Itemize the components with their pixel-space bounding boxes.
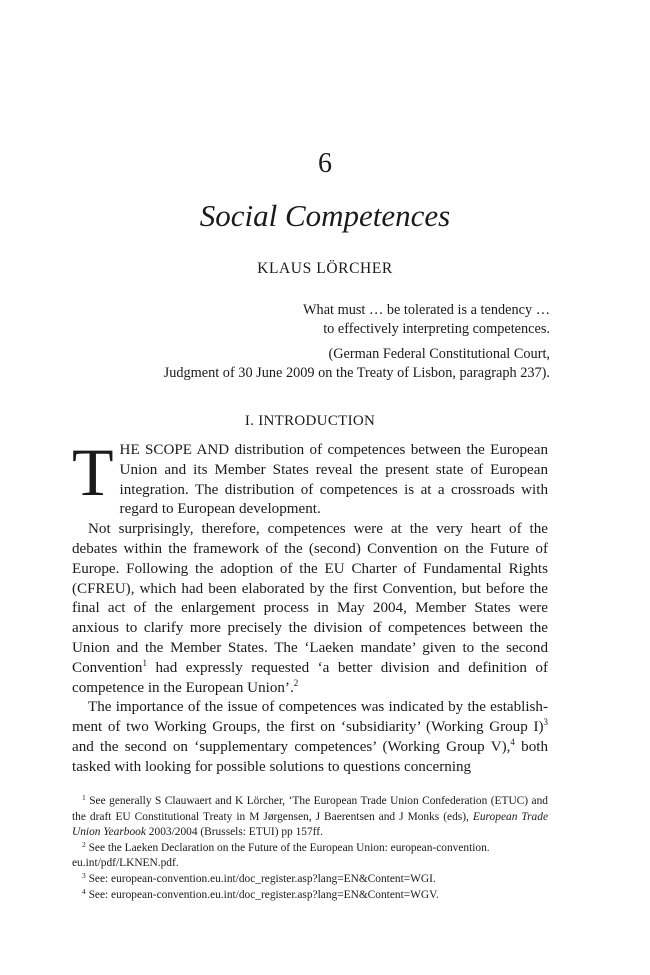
- footnote: [72, 872, 548, 888]
- epigraph-citation-line: Judgment of 30 June 2009 on the Treaty of Lisbon, paragraph 237).: [163, 365, 550, 381]
- footnote-number: 2: [82, 839, 86, 849]
- paragraph-text: The importance of the issue of competences was indicated by the establishment of two Working Groups, the first on ‘subsidiarity’ (Working Group I): [72, 699, 548, 736]
- paragraph-2: [72, 520, 548, 698]
- footnote: [72, 794, 548, 841]
- lead-smallcaps: HE SCOPE AND: [119, 442, 230, 458]
- footnote-number: 4: [82, 886, 86, 896]
- footnote-text: See the Laeken Declaration on the Future of the European Union: european-convention. eu.int/pdf/LKNEN.pdf.: [72, 841, 490, 870]
- paragraph-text: both tasked with looking for possible solutions to questions concerning: [72, 738, 549, 775]
- epigraph-line: What must … be tolerated is a tendency …: [303, 302, 550, 318]
- footnotes: [72, 794, 548, 903]
- footnote-number: 3: [82, 870, 86, 880]
- footnote-text: See: european-convention.eu.int/doc_register.asp?lang=EN&Content=WGI.: [85, 872, 436, 885]
- epigraph-citation-line: (German Federal Constitutional Court,: [328, 346, 550, 362]
- epigraph-line: to effectively interpreting competences.: [323, 321, 550, 337]
- chapter-number: 6: [318, 148, 332, 179]
- footnote-text: See generally S Clauwaert and K Lörcher, ‘The European Trade Union Confederation (ETUC) and the draft EU Constitutional Treaty in M Jørgensen, J Baerentsen and J Monks (eds),: [72, 795, 548, 823]
- chapter-title: Social Competences: [199, 198, 451, 233]
- footnote: [72, 841, 548, 872]
- paragraph-text: distribution of competences between the European Union and its Member States reveal the present state of European integration. The distribution of competences is at a crossroads with regard to European development.: [119, 442, 548, 518]
- body-text: [72, 434, 549, 778]
- footnote-ref[interactable]: 3: [543, 717, 548, 728]
- paragraph-text: had expressly requested ‘a better division and definition of competence in the European Union’.: [72, 659, 548, 696]
- paragraph-3: [72, 698, 548, 777]
- footnote-text: 2003/2004 (Brussels: ETUI) pp 157ff.: [145, 826, 323, 839]
- paragraph-text: Not surprisingly, therefore, competences were at the very heart of the debates within the framework of the (second) Convention on the Future of Europe. Following the adoption of the EU Charter of Fundamental Rights (CFREU), which had been elaborated by the first Convention, but before the final act of the enlargement process in May 2004, Member States were anxious to clarify more precisely the division of competences between the Union and the Member States. The ‘Laeken mandate’ given to the second Convention: [72, 521, 548, 676]
- footnote-ref[interactable]: 4: [510, 736, 515, 747]
- section-heading: I. INTRODUCTION: [244, 413, 376, 429]
- footnote-ref[interactable]: 2: [293, 677, 299, 688]
- footnote-number: 1: [82, 793, 86, 802]
- paragraph-1: [72, 434, 548, 520]
- chapter-author: KLAUS LÖRCHER: [257, 260, 393, 277]
- drop-cap: T: [72, 434, 114, 510]
- footnote-text: See: european-convention.eu.int/doc_register.asp?lang=EN&Content=WGV.: [85, 888, 439, 901]
- footnote: [72, 888, 548, 904]
- paragraph-text: and the second on ‘supplementary competences’ (Working Group V),: [72, 738, 511, 755]
- footnote-ref[interactable]: 1: [142, 657, 147, 668]
- footnote-title: European Trade Union Yearbook: [72, 810, 548, 839]
